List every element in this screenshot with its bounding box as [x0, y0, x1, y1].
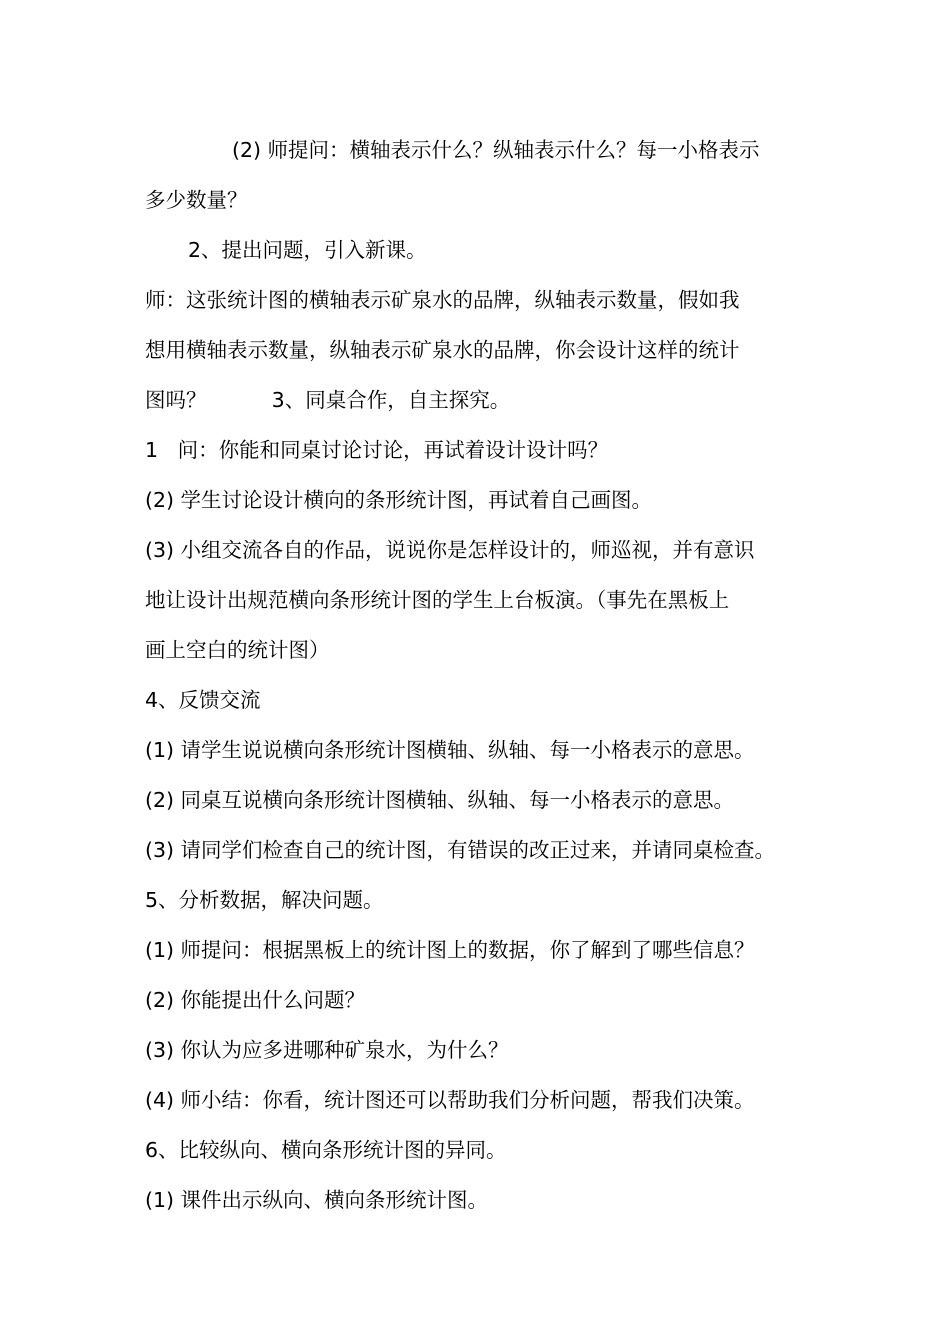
text-line: (2) 学生讨论设计横向的条形统计图，再试着自己画图。: [145, 488, 653, 512]
text-line: (3) 你认为应多进哪种矿泉水，为什么？: [145, 1038, 509, 1062]
text-line: (2) 师提问：横轴表示什么？纵轴表示什么？每一小格表示: [232, 138, 760, 162]
text-line: 5、分析数据，解决问题。: [145, 888, 384, 912]
text-line: 图吗？ 3、同桌合作，自主探究。: [145, 388, 511, 412]
text-line: (1) 师提问：根据黑板上的统计图上的数据，你了解到了哪些信息？: [145, 938, 755, 962]
text-line: 地让设计出规范横向条形统计图的学生上台板演。（事先在黑板上: [145, 588, 730, 612]
text-line: 6、比较纵向、横向条形统计图的异同。: [145, 1138, 507, 1162]
text-line: (3) 请同学们检查自己的统计图，有错误的改正过来，并请同桌检查。: [145, 838, 776, 862]
text-line: 2、提出问题，引入新课。: [188, 238, 427, 262]
text-line: (4) 师小结：你看，统计图还可以帮助我们分析问题，帮我们决策。: [145, 1088, 755, 1112]
text-line: (2) 你能提出什么问题？: [145, 988, 366, 1012]
text-line: 师：这张统计图的横轴表示矿泉水的品牌，纵轴表示数量，假如我: [145, 288, 740, 312]
text-line: (2) 同桌互说横向条形统计图横轴、纵轴、每一小格表示的意思。: [145, 788, 735, 812]
text-line: (1) 课件出示纵向、横向条形统计图。: [145, 1188, 489, 1212]
text-line: 1 问：你能和同桌讨论讨论，再试着设计设计吗？: [145, 438, 609, 462]
text-line: 画上空白的统计图）: [145, 638, 330, 662]
text-line: 多少数量？: [145, 188, 248, 212]
text-line: 4、反馈交流: [145, 688, 261, 712]
text-line: (1) 请学生说说横向条形统计图横轴、纵轴、每一小格表示的意思。: [145, 738, 755, 762]
text-line: 想用横轴表示数量，纵轴表示矿泉水的品牌，你会设计这样的统计: [145, 338, 740, 362]
text-line: (3) 小组交流各自的作品，说说你是怎样设计的，师巡视，并有意识: [145, 538, 755, 562]
